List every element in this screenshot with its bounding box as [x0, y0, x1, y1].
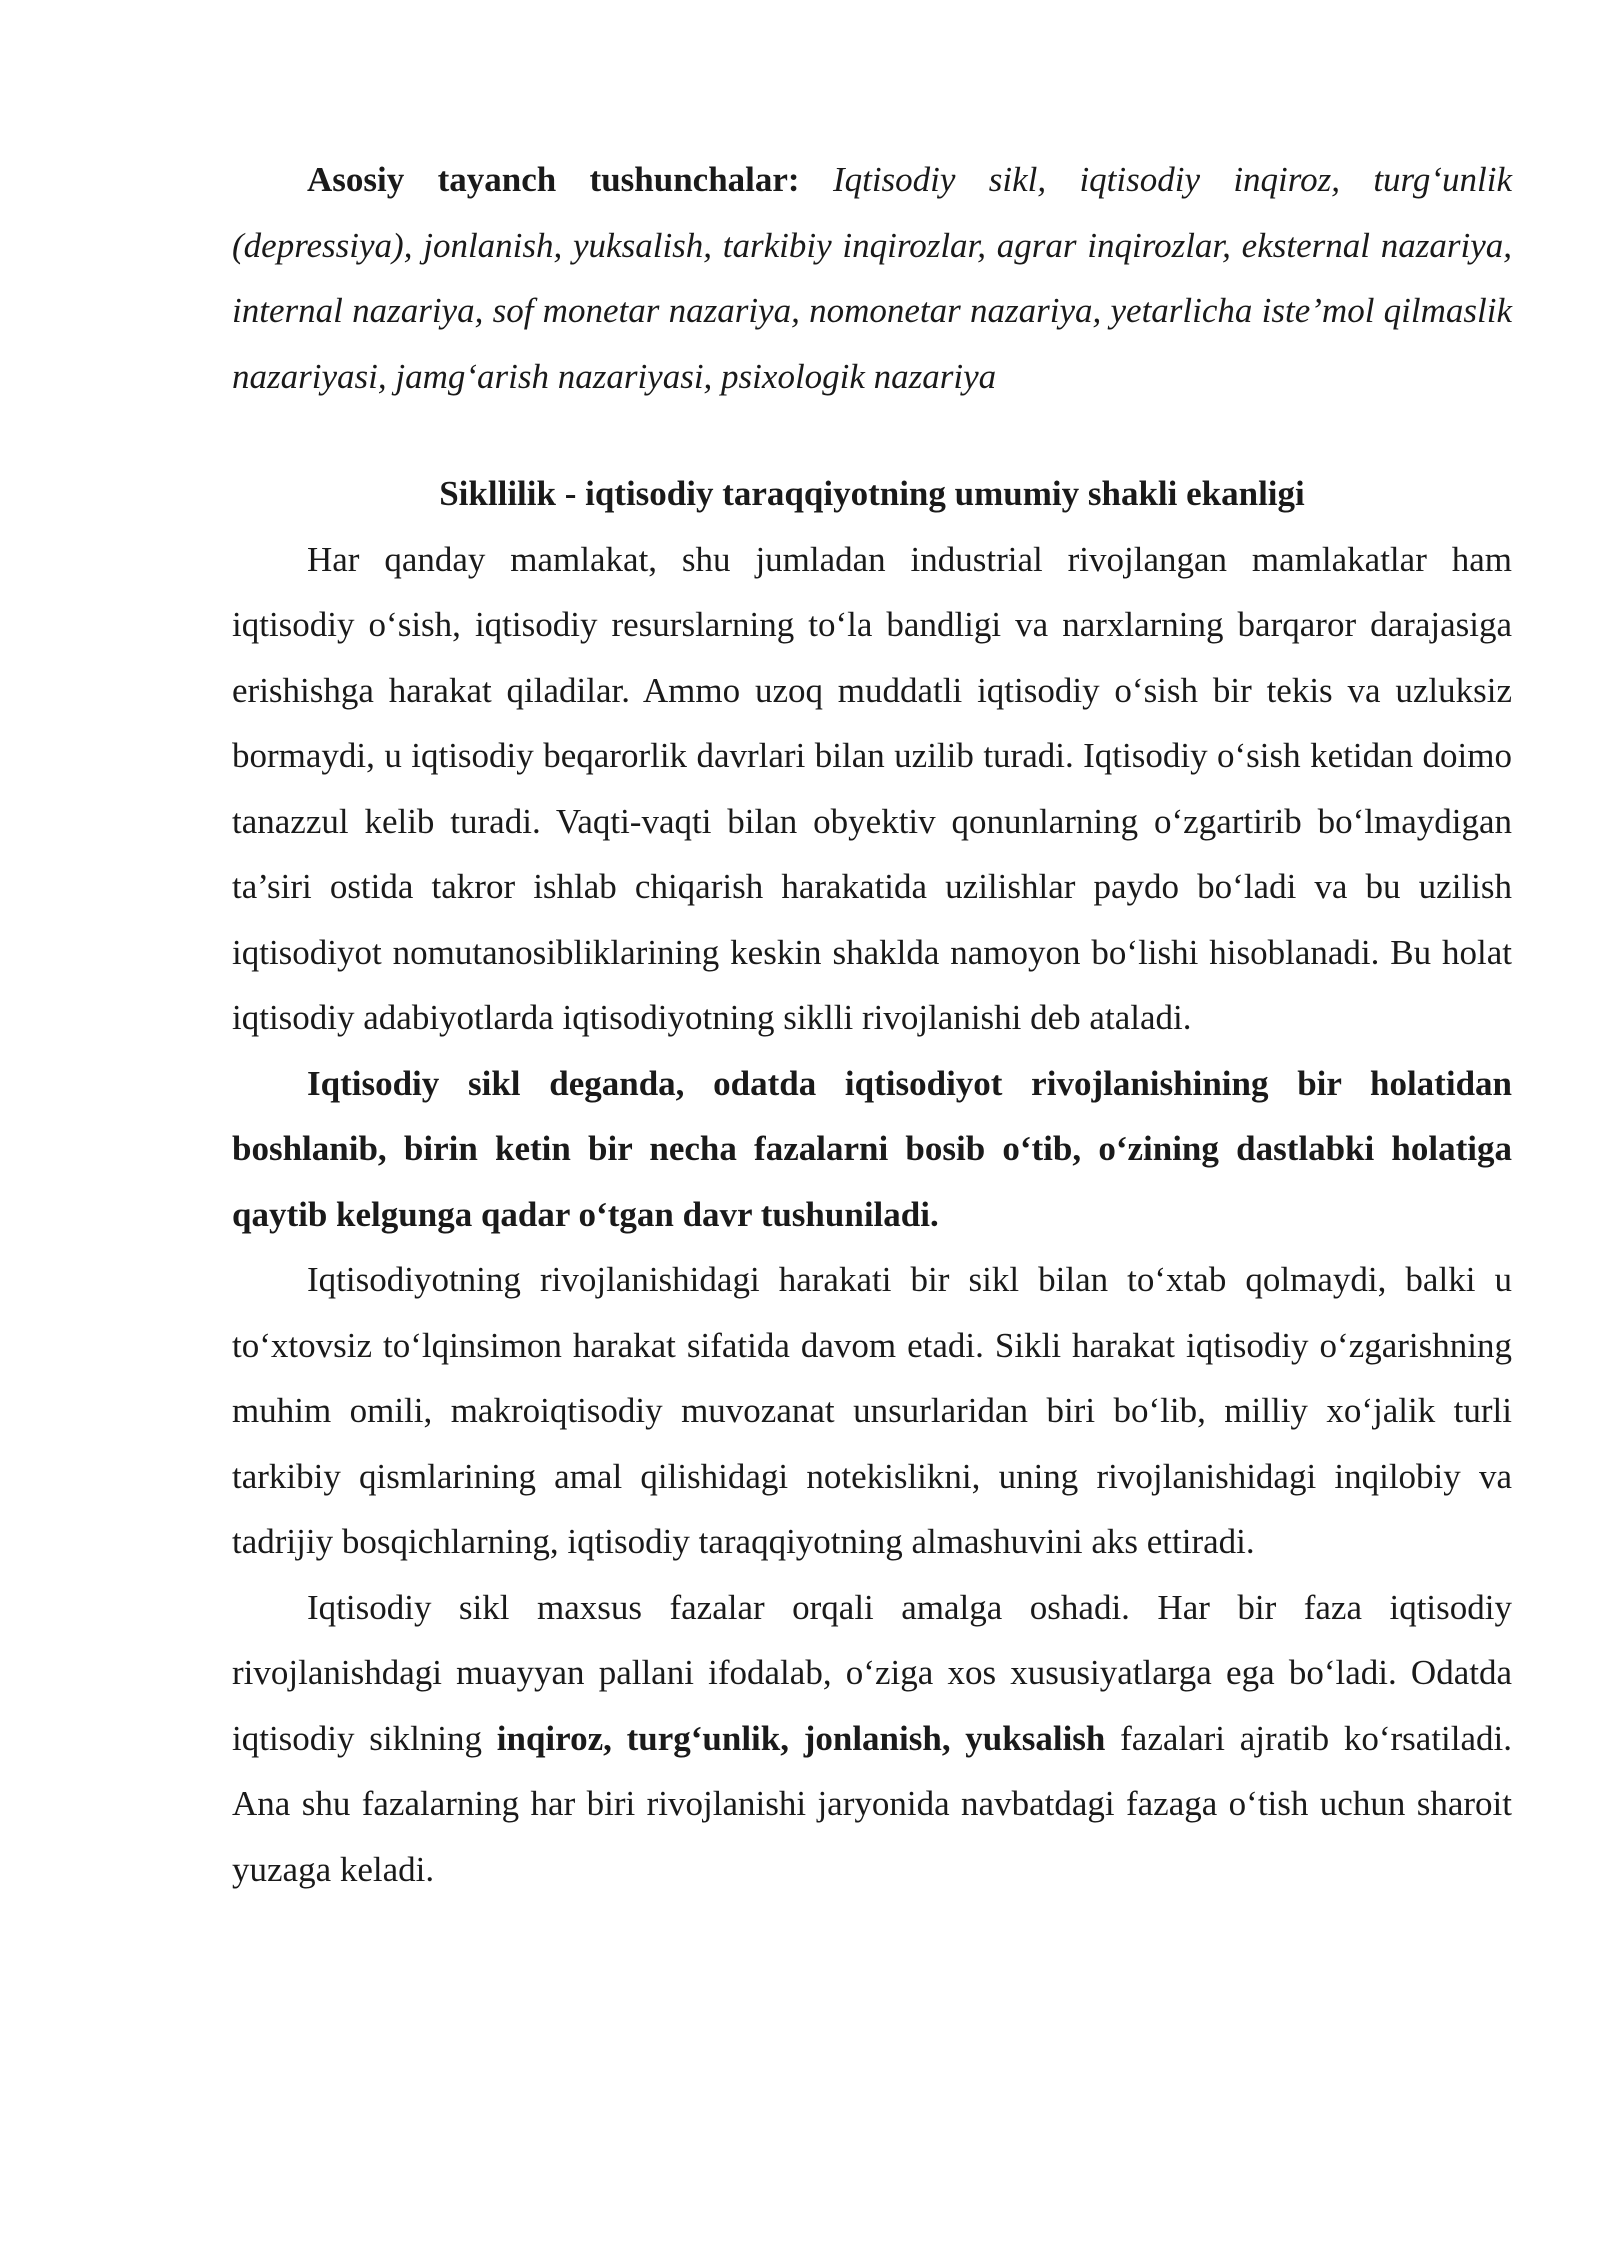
paragraph-4-phase-list: inqiroz, turg‘unlik, jonlanish, yuksalish [496, 1718, 1106, 1758]
paragraph-4-text-before: Iqtisodiy sikl maxsus fazalar orqali amalga oshadi. Har bir faza iqtisodiy rivojlanishdagi muayyan pallani ifodalab, o‘ziga xos xususiyatlarga ega bo‘ladi. Odatda iqtisodiy siklning [232, 1587, 1512, 1758]
paragraph-4 [232, 1575, 1512, 1903]
key-concepts-terms: Iqtisodiy sikl, iqtisodiy inqiroz, turg‘unlik (depressiya), jonlanish, yuksalish, tarkibiy inqirozlar, agrar inqirozlar, eksternal nazariya, internal nazariya, sof monetar nazariya, nomonetar nazariya, yetarlicha iste’mol qilmaslik nazariyasi, jamg‘arish nazariyasi, psixologik nazariya [232, 160, 1512, 396]
document-page [232, 147, 1512, 1902]
paragraph-3: Iqtisodiyotning rivojlanishidagi harakati bir sikl bilan to‘xtab qolmaydi, balki u to‘xtovsiz to‘lqinsimon harakat sifatida davom etadi. Sikli harakat iqtisodiy o‘zgarishning muhim omili, makroiqtisodiy muvozanat unsurlaridan biri bo‘lib, milliy xo‘jalik turli tarkibiy qismlarining amal qilishidagi notekislikni, uning rivojlanishidagi inqilobiy va tadrijiy bosqichlarning, iqtisodiy taraqqiyotning almashuvini aks ettiradi. [232, 1260, 1512, 1561]
paragraph-1: Har qanday mamlakat, shu jumladan industrial rivojlangan mamlakatlar ham iqtisodiy o‘sish, iqtisodiy resurslarning to‘la bandligi va narxlarning barqaror darajasiga erishishga harakat qiladilar. Ammo uzoq muddatli iqtisodiy o‘sish bir tekis va uzluksiz bormaydi, u iqtisodiy beqarorlik davrlari bilan uzilib turadi. Iqtisodiy o‘sish ketidan doimo tanazzul kelib turadi. Vaqti-vaqti bilan obyektiv qonunlarning o‘zgartirib bo‘lmaydigan ta’siri ostida takror ishlab chiqarish harakatida uzilishlar paydo bo‘ladi va bu uzilish iqtisodiyot nomutanosibliklarining keskin shaklda namoyon bo‘lishi hisoblanadi. Bu holat iqtisodiy adabiyotlarda iqtisodiyotning siklli rivojlanishi deb ataladi. [232, 539, 1512, 1037]
key-concepts-label: Asosiy tayanch tushunchalar: [307, 160, 800, 199]
key-concepts-paragraph [232, 147, 1512, 409]
paragraph-definition: Iqtisodiy sikl deganda, odatda iqtisodiyot rivojlanishining bir holatidan boshlanib, birin ketin bir necha fazalarni bosib o‘tib, o‘zining dastlabki holatiga qaytib kelgunga qadar o‘tgan davr tushuniladi. [232, 1063, 1512, 1234]
paragraph-4-text-after: fazalari ajratib ko‘rsatiladi. Ana shu fazalarning har biri rivojlanishi jaryonida navbatdagi fazaga o‘tish uchun sharoit yuzaga keladi. [232, 1718, 1513, 1889]
section-heading: Sikllilik - iqtisodiy taraqqiyotning umumiy shakli ekanligi [439, 474, 1305, 513]
